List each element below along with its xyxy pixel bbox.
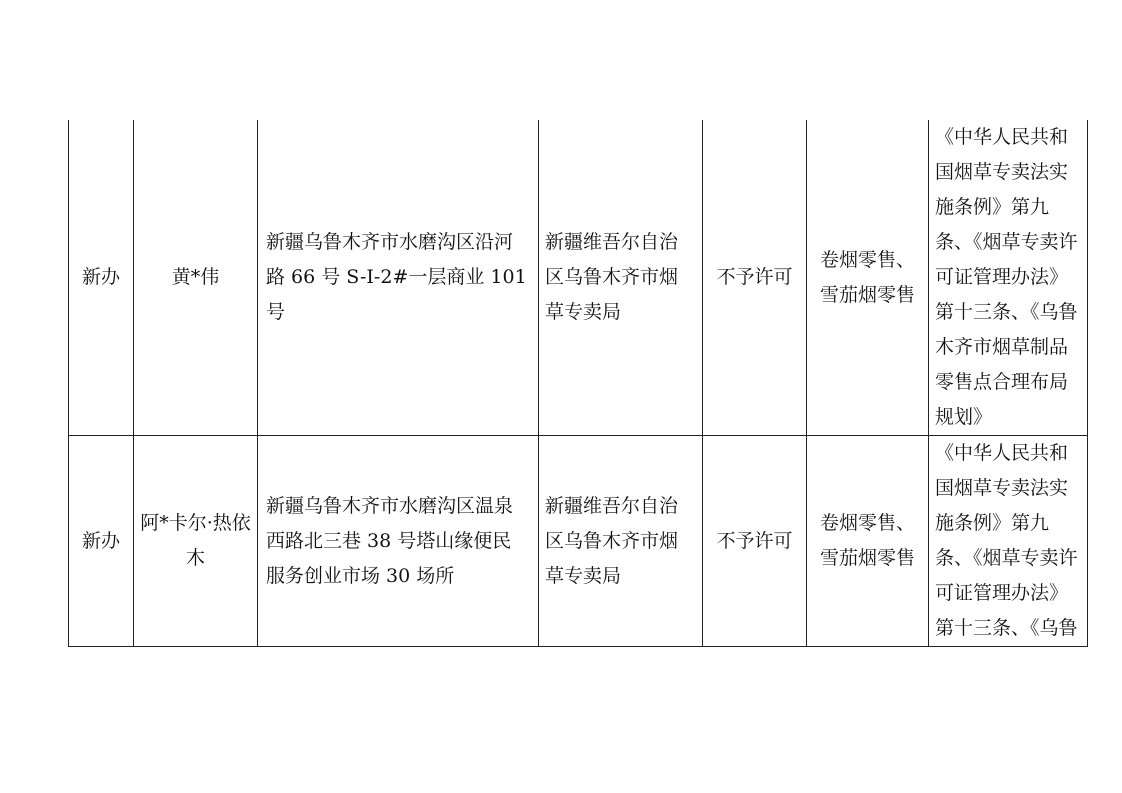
business-address-cell — [258, 120, 539, 436]
legal-basis: 《中华人民共和国烟草专卖法实施条例》第九条、《烟草专卖许可证管理办法》第十三条、《乌鲁 — [935, 442, 1078, 639]
business-scope-cell — [807, 436, 929, 647]
legal-basis-cell — [929, 436, 1088, 647]
table-row — [69, 436, 1088, 647]
decision-result: 不予许可 — [716, 529, 793, 552]
legal-basis-cell — [929, 120, 1088, 436]
business-address: 新疆乌鲁木齐市水磨沟区温泉西路北三巷 38 号塔山缘便民服务创业市场 30 场所 — [266, 494, 514, 587]
application-type: 新办 — [81, 529, 120, 552]
applicant-name: 阿*卡尔·热依木 — [140, 512, 251, 569]
application-type: 新办 — [81, 266, 120, 288]
applicant-name: 黄*伟 — [171, 266, 220, 288]
business-address: 新疆乌鲁木齐市水磨沟区沿河路 66 号 S-I-2#一层商业 101 号 — [266, 231, 527, 323]
authority-cell — [539, 436, 703, 647]
legal-basis: 《中华人民共和国烟草专卖法实施条例》第九条、《烟草专卖许可证管理办法》第十三条、《乌鲁木齐市烟草制品零售点合理布局规划》 — [935, 126, 1078, 428]
business-scope-cell — [807, 120, 929, 436]
authority: 新疆维吾尔自治区乌鲁木齐市烟草专卖局 — [545, 494, 679, 587]
application-type-cell — [69, 120, 134, 436]
authority-cell — [539, 120, 703, 436]
decision-result-cell — [703, 436, 807, 647]
decision-result: 不予许可 — [716, 266, 793, 288]
applicant-name-cell — [134, 436, 258, 647]
application-type-cell — [69, 436, 134, 647]
permit-decision-table — [68, 120, 1088, 647]
applicant-name-cell — [134, 120, 258, 436]
table-row — [69, 120, 1088, 436]
business-address-cell — [258, 436, 539, 647]
decision-result-cell — [703, 120, 807, 436]
business-scope: 卷烟零售、雪茄烟零售 — [819, 512, 915, 569]
business-scope: 卷烟零售、雪茄烟零售 — [819, 248, 915, 306]
authority: 新疆维吾尔自治区乌鲁木齐市烟草专卖局 — [545, 231, 679, 323]
